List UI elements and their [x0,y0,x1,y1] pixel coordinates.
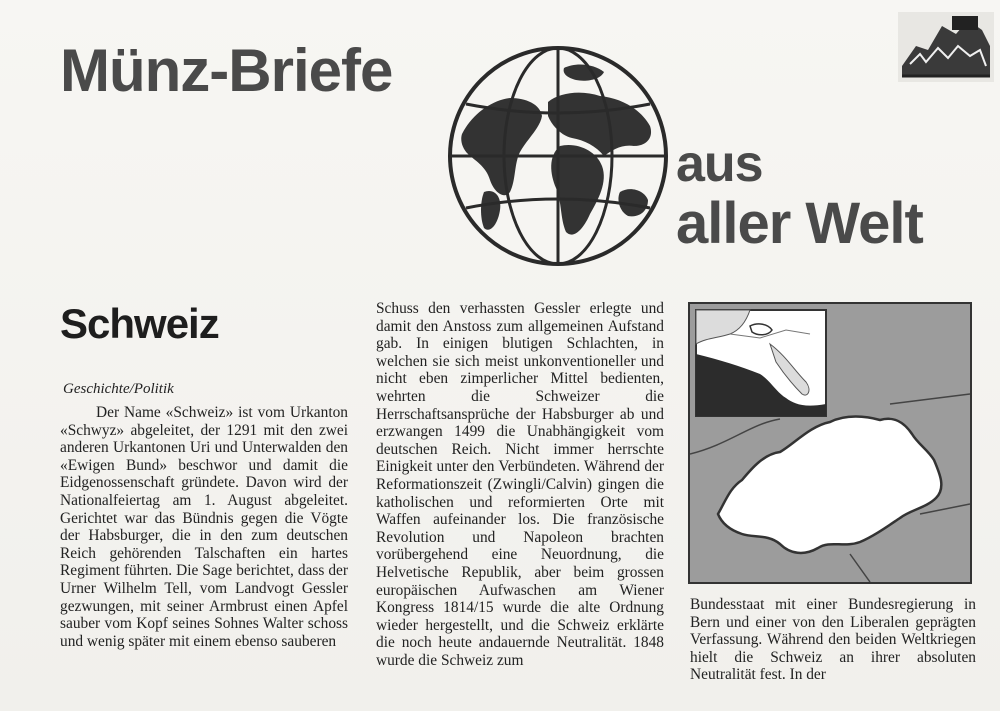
masthead-subtitle-aller-welt: aller Welt [676,191,923,256]
article-column-2-text: Schuss den verhassten Gessler erlegte und damit den Anstoss zum allgemeinen Aufstand gab. In einigen blutigen Schlachten, in welchen sie sich meist unkonventioneller und nicht eben zimperlicher Mittel bedienten, wehrten die Schweizer die Herrschaftsansprüche der Habsburger ab und erzwangen 1499 die Unabhängigkeit vom deutschen Reich. Nicht immer herrschte Einigkeit unter den Verbündeten. Während der Reformationszeit (Zwingli/Calvin) gingen die katholischen und reformierten Orte mit Waffen aufeinander los. Die französische Revolution und Napoleon brachten vorübergehend eine Neuordnung, die Helvetische Republik, aber beim grossen europäischen Aufwaschen am Wiener Kongress 1814/15 wurde die alte Ordnung wieder hergestellt, und die Schweiz erklärte die noch heute andauernde Neutralität. 1848 wurde die Schweiz zum [376,300,664,669]
article-column-1-text: Der Name «Schweiz» ist vom Urkanton «Schwyz» abgeleitet, der 1291 mit den zwei anderen Urkantonen Uri und Unterwalden den «Ewigen Bund» beschwor und damit die Eidgenossenschaft gründete. Davon wird der Nationalfeiertag am 1. August abgeleitet. Gerichtet war das Bündnis gegen die Vögte der Habsburger, die in den zum deutschen Reich gehörenden Talschaften ein hartes Regiment führten. Die Sage berichtet, dass der Urner Wilhelm Tell, vom Landvogt Gessler gezwungen, mit seiner Armbrust einen Apfel sauber vom Kopf seines Sohnes Walter schoss und wenig später mit einem ebenso sauberen [60,404,348,650]
masthead-subtitle-aus: aus [676,135,763,193]
switzerland-map [688,302,972,584]
article-column-3-text: Bundesstaat mit einer Bundesregierung in Bern und einer von den Liberalen geprägten Verfassung. Während den beiden Weltkriegen hielt die Schweiz an ihrer absoluten Neutralität fest. In der [690,596,976,684]
article-column-3 [690,596,976,684]
article-column-1 [60,404,348,650]
masthead-title: Münz-Briefe [60,37,393,104]
section-heading: Schweiz [60,300,219,347]
article-column-2 [376,300,664,669]
section-subheading: Geschichte/Politik [63,381,174,397]
stamp-illustration [896,6,996,86]
globe-icon [444,42,672,270]
